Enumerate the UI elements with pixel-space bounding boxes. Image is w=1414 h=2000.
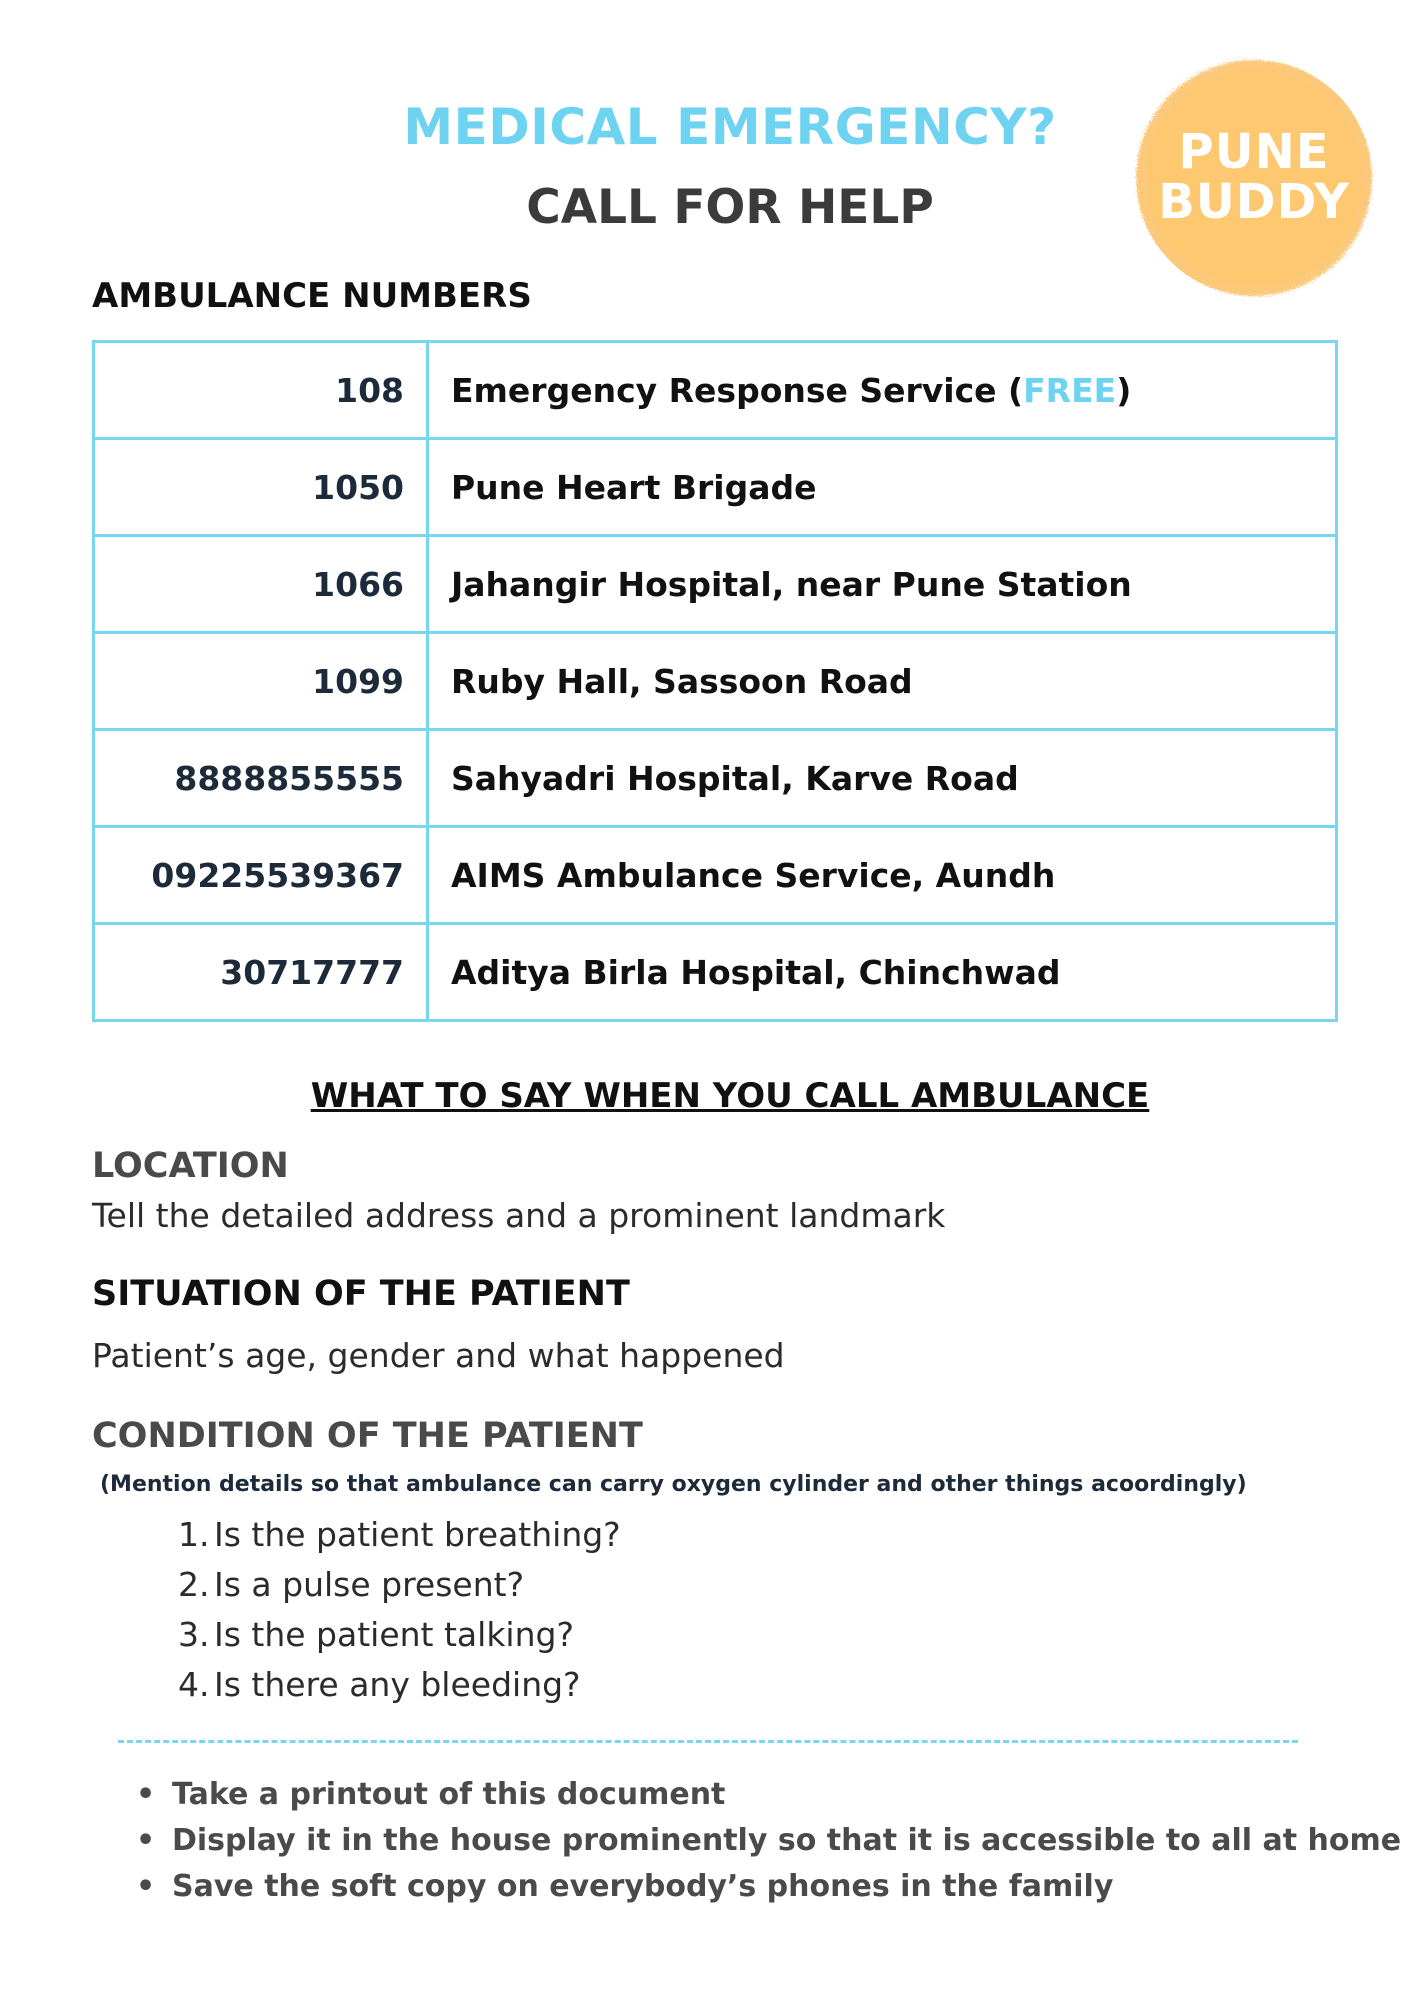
- bullet-icon: •: [136, 1777, 156, 1812]
- logo-text-pune: PUNE: [1178, 124, 1330, 180]
- location-text: Tell the detailed address and a prominent landmark: [92, 1196, 946, 1235]
- service-name: Pune Heart Brigade: [428, 439, 1337, 536]
- phone-number[interactable]: 8888855555: [94, 730, 428, 827]
- page-subtitle: CALL FOR HELP: [526, 180, 934, 235]
- service-name-suffix: ): [1116, 370, 1132, 410]
- list-item: [136, 1864, 1401, 1910]
- list-number: 4.: [178, 1665, 210, 1704]
- phone-number[interactable]: 108: [94, 342, 428, 439]
- situation-text: Patient’s age, gender and what happened: [92, 1336, 785, 1375]
- table-row: [94, 342, 1337, 439]
- ambulance-numbers-heading: AMBULANCE NUMBERS: [92, 276, 532, 316]
- list-item: [178, 1660, 621, 1710]
- what-to-say-heading: WHAT TO SAY WHEN YOU CALL AMBULANCE: [310, 1076, 1150, 1116]
- free-badge: FREE: [1023, 370, 1117, 410]
- bullet-icon: •: [136, 1869, 156, 1904]
- ambulance-table: [92, 340, 1338, 1022]
- list-item: [136, 1772, 1401, 1818]
- bullet-icon: •: [136, 1823, 156, 1858]
- location-title: LOCATION: [92, 1146, 289, 1186]
- list-item: [178, 1510, 621, 1560]
- situation-title: SITUATION OF THE PATIENT: [92, 1274, 630, 1314]
- service-name: Ruby Hall, Sassoon Road: [428, 633, 1337, 730]
- tip-text: Save the soft copy on everybody’s phones in the family: [172, 1869, 1114, 1904]
- service-name: Aditya Birla Hospital, Chinchwad: [428, 924, 1337, 1021]
- condition-title: CONDITION OF THE PATIENT: [92, 1416, 643, 1456]
- list-item: [136, 1818, 1401, 1864]
- table-row: [94, 439, 1337, 536]
- page-title: MEDICAL EMERGENCY?: [403, 98, 1057, 156]
- list-item-text: Is there any bleeding?: [214, 1665, 581, 1704]
- service-name: Jahangir Hospital, near Pune Station: [428, 536, 1337, 633]
- condition-checklist: [178, 1510, 621, 1710]
- service-name: AIMS Ambulance Service, Aundh: [428, 827, 1337, 924]
- table-row: [94, 536, 1337, 633]
- list-item: [178, 1560, 621, 1610]
- dashed-divider: [118, 1740, 1298, 1743]
- phone-number[interactable]: 1099: [94, 633, 428, 730]
- table-row: [94, 633, 1337, 730]
- phone-number[interactable]: 09225539367: [94, 827, 428, 924]
- table-row: [94, 827, 1337, 924]
- list-item: [178, 1610, 621, 1660]
- service-name-text: Emergency Response Service (: [451, 370, 1024, 410]
- list-number: 2.: [178, 1565, 210, 1604]
- tip-text: Take a printout of this document: [172, 1777, 726, 1812]
- table-row: [94, 730, 1337, 827]
- service-name: [428, 342, 1337, 439]
- phone-number[interactable]: 1066: [94, 536, 428, 633]
- pune-buddy-logo: [1128, 52, 1380, 304]
- tip-text: Display it in the house prominently so that it is accessible to all at home: [172, 1823, 1402, 1858]
- tips-list: [136, 1772, 1401, 1910]
- list-number: 1.: [178, 1515, 210, 1554]
- list-item-text: Is the patient breathing?: [214, 1515, 621, 1554]
- table-row: [94, 924, 1337, 1021]
- phone-number[interactable]: 30717777: [94, 924, 428, 1021]
- condition-note: (Mention details so that ambulance can carry oxygen cylinder and other things acoordingly): [100, 1472, 1247, 1497]
- phone-number[interactable]: 1050: [94, 439, 428, 536]
- service-name: Sahyadri Hospital, Karve Road: [428, 730, 1337, 827]
- logo-text-buddy: BUDDY: [1158, 174, 1350, 230]
- list-number: 3.: [178, 1615, 210, 1654]
- list-item-text: Is the patient talking?: [214, 1615, 574, 1654]
- list-item-text: Is a pulse present?: [214, 1565, 525, 1604]
